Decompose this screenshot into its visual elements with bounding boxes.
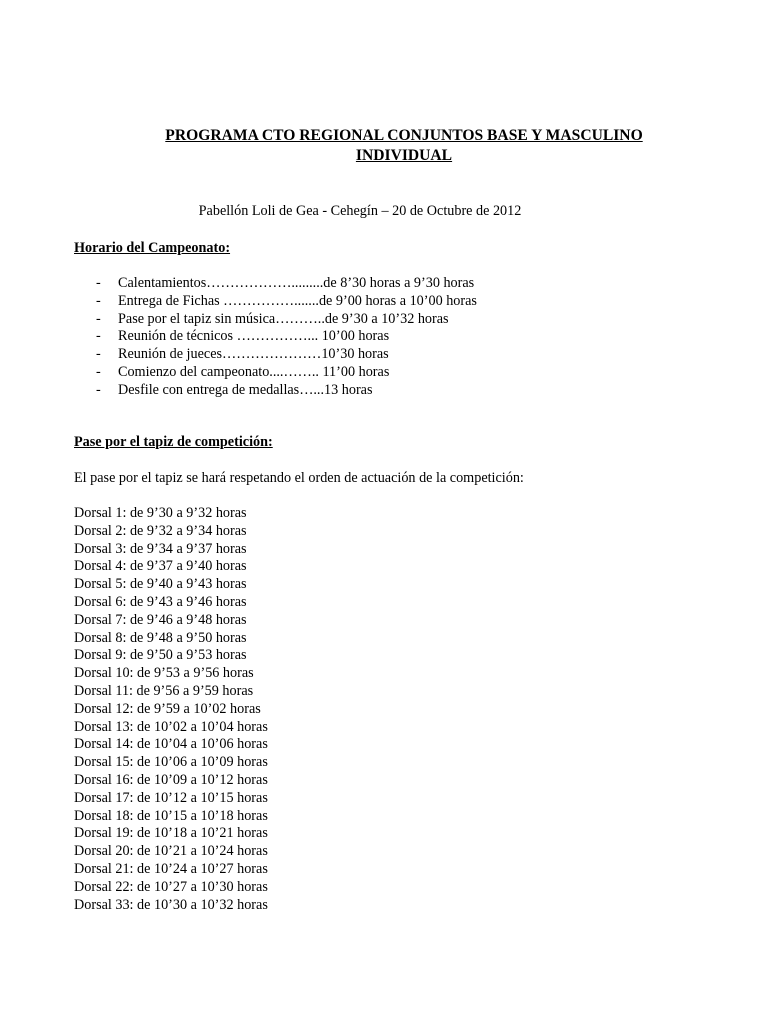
schedule-item-text: Comienzo del campeonato....…….. 11’00 horas	[118, 363, 390, 380]
schedule-item	[74, 328, 477, 346]
dorsal-item: Dorsal 10: de 9’53 a 9’56 horas	[74, 665, 254, 682]
dorsal-item: Dorsal 20: de 10’21 a 10’24 horas	[74, 843, 268, 860]
dorsal-item: Dorsal 17: de 10’12 a 10’15 horas	[74, 789, 268, 806]
dorsal-item: Dorsal 5: de 9’40 a 9’43 horas	[74, 576, 247, 593]
bullet-dash: -	[96, 381, 101, 398]
dorsal-item: Dorsal 8: de 9’48 a 9’50 horas	[74, 629, 247, 646]
schedule-item	[74, 346, 477, 364]
bullet-dash: -	[96, 363, 101, 380]
dorsal-item: Dorsal 1: de 9’30 a 9’32 horas	[74, 505, 247, 521]
schedule-item-text: Reunión de jueces…………………10’30 horas	[118, 346, 389, 363]
dorsal-item: Dorsal 3: de 9’34 a 9’37 horas	[74, 540, 247, 557]
dorsal-item: Dorsal 9: de 9’50 a 9’53 horas	[74, 647, 247, 664]
dorsal-item: Dorsal 21: de 10’24 a 10’27 horas	[74, 860, 268, 877]
dorsal-item: Dorsal 12: de 9’59 a 10’02 horas	[74, 700, 261, 717]
dorsal-item: Dorsal 19: de 10’18 a 10’21 horas	[74, 825, 268, 842]
title-line-1: PROGRAMA CTO REGIONAL CONJUNTOS BASE Y MASCULINO	[165, 127, 643, 144]
document-title	[80, 126, 728, 166]
dorsal-item: Dorsal 15: de 10’06 a 10’09 horas	[74, 754, 268, 771]
pase-heading: Pase por el tapiz de competición:	[74, 434, 273, 450]
schedule-item	[74, 275, 477, 293]
schedule-item-text: Pase por el tapiz sin música………..de 9’30 a 10’32 horas	[118, 310, 449, 327]
schedule-item-text: Reunión de técnicos ……………... 10’00 horas	[118, 328, 390, 345]
schedule-item-text: Entrega de Fichas …………….......de 9’00 horas a 10’00 horas	[118, 292, 477, 309]
bullet-dash: -	[96, 310, 101, 327]
schedule-item	[74, 382, 477, 400]
dorsal-item: Dorsal 6: de 9’43 a 9’46 horas	[74, 593, 247, 610]
dorsal-item: Dorsal 33: de 10’30 a 10’32 horas	[74, 896, 268, 913]
dorsal-item: Dorsal 7: de 9’46 a 9’48 horas	[74, 611, 247, 628]
dorsal-item: Dorsal 16: de 10’09 a 10’12 horas	[74, 771, 268, 788]
bullet-dash: -	[96, 346, 101, 363]
dorsal-item: Dorsal 13: de 10’02 a 10’04 horas	[74, 718, 268, 735]
horario-heading: Horario del Campeonato:	[74, 240, 231, 256]
dorsal-item: Dorsal 22: de 10’27 a 10’30 horas	[74, 878, 268, 895]
dorsal-item: Dorsal 2: de 9’32 a 9’34 horas	[74, 522, 247, 539]
schedule-item	[74, 293, 477, 311]
schedule-item	[74, 311, 477, 329]
bullet-dash: -	[96, 328, 101, 345]
dorsal-item: Dorsal 11: de 9’56 a 9’59 horas	[74, 682, 254, 699]
bullet-dash: -	[96, 275, 101, 291]
schedule-item-text: Calentamientos……………….........de 8’30 horas a 9’30 horas	[118, 275, 475, 291]
schedule-item	[74, 364, 477, 382]
schedule-list	[74, 275, 477, 400]
dorsal-item: Dorsal 4: de 9’37 a 9’40 horas	[74, 558, 247, 575]
dorsal-item: Dorsal 14: de 10’04 a 10’06 horas	[74, 736, 268, 753]
dorsal-item: Dorsal 18: de 10’15 a 10’18 horas	[74, 807, 268, 824]
dorsal-list	[74, 505, 268, 914]
pase-intro: El pase por el tapiz se hará respetando el orden de actuación de la competición:	[74, 470, 524, 486]
bullet-dash: -	[96, 292, 101, 309]
title-line-2: INDIVIDUAL	[355, 147, 453, 164]
schedule-item-text: Desfile con entrega de medallas…...13 horas	[118, 381, 373, 398]
venue-date: Pabellón Loli de Gea - Cehegín – 20 de Octubre de 2012	[198, 203, 522, 219]
